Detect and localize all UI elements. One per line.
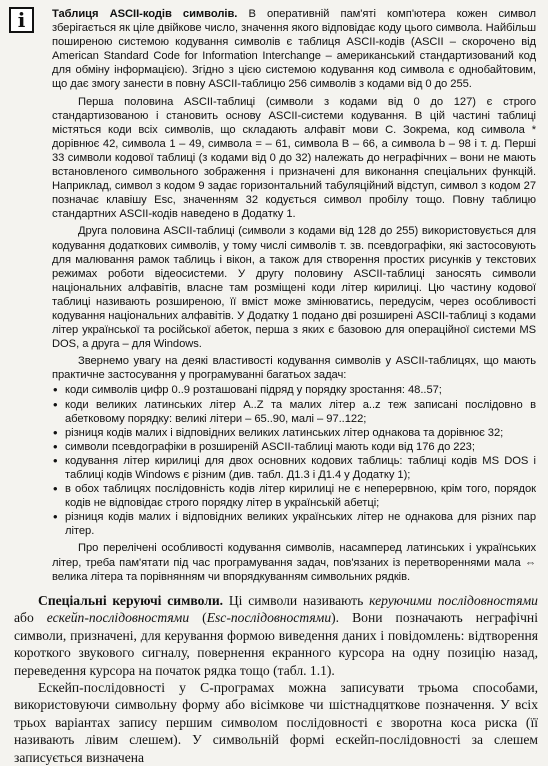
properties-list — [52, 383, 536, 538]
info-icon — [9, 7, 34, 33]
main-text — [14, 592, 538, 766]
main-paragraph-1: Спеціальні керуючі символи. Ці символи називають керуючими послідовностями або ескейп-послідовностями (Esc-послідовностями). Вони позначають неграфічні символи, призначені, для керування формою виведення даних і повідомлень: відтворення короткого звукового сигналу, повернення екранного курсора на одну позицію назад, переведення курсора на початок рядка тощо (табл. 1.1). — [14, 593, 538, 678]
box-paragraph-1-text: В оперативній пам'яті комп'ютера кожен символ зберігається як ціле двійкове число, значення якого відповідає коду цього символа. Найбільш поширеною системою кодування символів є таблиця ASCII-кодів (ASCII – скорочено від American Standard Code for Information Interchange – американський стандартизований код для обміну інформацією). Згідно з цією системою кодування код символа є однобайтовим, що дає змогу занести в повну ASCII-таблицю 256 символів з кодами від 0 до 255. — [52, 8, 537, 91]
info-icon-glyph: i — [17, 8, 26, 32]
section-heading: Спеціальні керуючі символи. — [38, 593, 224, 608]
list-item: • коди символів цифр 0..9 розташовані підряд у порядку зростання: 48..57; — [52, 383, 536, 397]
box-paragraph-4: Звернемо увагу на деякі властивості кодування символів у ASCII-таблицях, що мають практичне застосування у програмуванні багатьох задач: — [52, 355, 536, 382]
list-item: • в обох таблицях послідовність кодів літер кирилиці не є неперервною, крім того, порядок кодів не відповідає строго порядку літер в українській абетці; — [52, 482, 536, 510]
box-title: Таблиця ASCII-кодів символів. — [52, 8, 238, 20]
list-item: • різниця кодів малих і відповідних великих латинських літер однакова та дорівнює 32; — [52, 426, 536, 440]
term-control-sequences: керуючими послідовностями — [369, 593, 538, 608]
list-item: • різниця кодів малих і відповідних великих українських літер не однакова для різних пар літер. — [52, 510, 536, 538]
list-item: • символи псевдографіки в розширеній ASCII-таблиці мають коди від 176 до 223; — [52, 440, 536, 454]
box-paragraph-3: Друга половина ASCII-таблиці (символи з кодами від 128 до 255) використовується для кодування додаткових символів, у тому числі символів т. зв. псевдографіки, які застосовують для малювання рамок таблиць і вікон, а також для створення простих рисунків у текстових режимах роботи відеосистеми. У другу половину ASCII-таблиці заносять символи національних алфавітів, власне там розміщені коди літер кирилиці. Цю частину кодової таблиці називають розширеною, її вміст може змінюватись, передусім, через особливості кодування національних алфавітів. У Додатку 1 подано дві розширені ASCII-таблиці з кодами літер української та російської абеток, перша з яких є базовою для операційної системи MS DOS, а друга – для Windows. — [52, 225, 536, 351]
box-paragraph-1 — [52, 7, 536, 92]
box-paragraph-2: Перша половина ASCII-таблиці (символи з кодами від 0 до 127) є строго стандартизованою і становить основу ASCII-системи кодування. В цій частині таблиці містяться коди всіх символів, що складають алфавіт мови С. Зокрема, код символа * дорівнює 42, символа 1 – 49, символа = – 61, символа B – 66, а символа b – 98 і т. д. Перші 33 символи кодової таблиці (з кодами від 0 до 32) належать до неграфічних – вони не мають встановленого символьного зображення і призначені для виконання спеціальних функцій. Наприклад, символ з кодом 9 задає горизонтальний табуляційний відступ, символ з кодом 27 позначає клавішу Esc, значенням 32 кодується символ пробілу тощо. Повну таблицю стандартних ASCII-кодів наведено в Додатку 1. — [52, 95, 536, 221]
info-box — [52, 7, 536, 584]
term-esc-sequences: Esc-послідовностями — [206, 610, 332, 626]
list-item: • кодування літер кирилиці для двох основних кодових таблиць: таблиці кодів MS DOS і таблиці кодів Windows є різним (див. табл. Д1.3 і Д1.4 у Додатку 1); — [52, 454, 536, 482]
box-paragraph-5: Про перелічені особливості кодування символів, насамперед латинських і українських літер, треба пам'ятати під час програмування задач, пов'язаних із перетвореннями мала ⇔ велика літера та порівнянням чи впорядкуванням символьних рядків. — [52, 542, 536, 583]
term-escape-sequences: ескейп-послідовностями — [46, 610, 190, 626]
list-item: • коди великих латинських літер A..Z та малих літер a..z теж записані послідовно в абетковому порядку: великі літери – 65..90, малі – 97..122; — [52, 398, 536, 426]
main-paragraph-2: Ескейп-послідовності у С-програмах можна записувати трьома способами, використовуючи символьну форму або вісімкове чи шістнадцяткове позначення. У всіх трьох варіантах запису першим символом послідовності є зворотна коса риска (її називають лівим слешем). У символьній формі ескейп-послідовності за слешем записується визначена — [14, 680, 538, 765]
